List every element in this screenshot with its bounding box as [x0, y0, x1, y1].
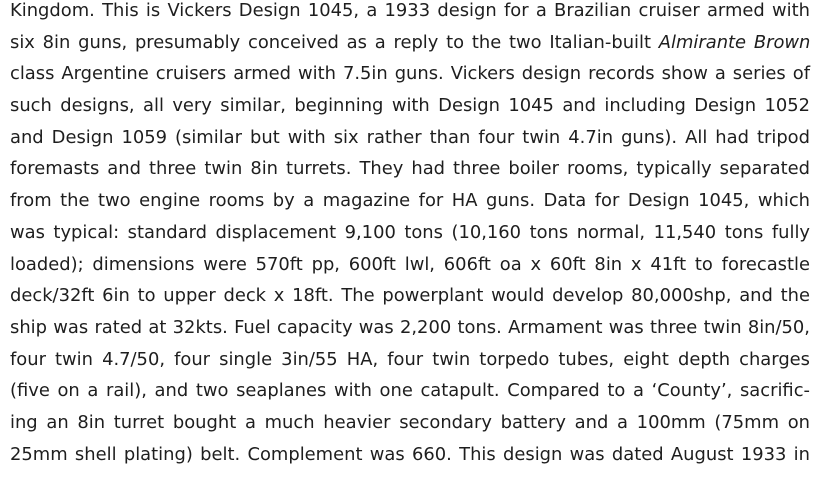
- text-line: [10, 90, 818, 122]
- text-run: ing an 8in turret bought a much heavier secondary battery and a 100mm (75mm on: [10, 411, 810, 433]
- italic-ship-name: Almirante Brown: [658, 31, 811, 53]
- text-run: such designs, all very similar, beginning with Design 1045 and including Design 1052: [10, 95, 810, 117]
- text-line: [10, 0, 818, 27]
- text-run: (five on a rail), and two seaplanes with one catapult. Compared to a ‘County’, sacrific-: [10, 380, 810, 402]
- text-line: [10, 280, 818, 312]
- text-line: [10, 344, 818, 376]
- text-run: was typical: standard displacement 9,100 tons (10,160 tons normal, 11,540 tons fully: [10, 221, 810, 243]
- text-line: [10, 249, 818, 281]
- text-line: [10, 58, 818, 90]
- text-run: class Argentine cruisers armed with 7.5in guns. Vickers design records show a series of: [10, 63, 810, 85]
- text-run: and Design 1059 (similar but with six rather than four twin 4.7in guns). All had tripod: [10, 126, 810, 148]
- text-run: foremasts and three twin 8in turrets. They had three boiler rooms, typically separated: [10, 158, 810, 180]
- text-line: [10, 122, 818, 154]
- text-line: [10, 185, 818, 217]
- text-run: four twin 4.7/50, four single 3in/55 HA, four twin torpedo tubes, eight depth charges: [10, 348, 810, 370]
- text-run: ship was rated at 32kts. Fuel capacity was 2,200 tons. Armament was three twin 8in/50,: [10, 316, 810, 338]
- text-run: six 8in guns, presumably conceived as a reply to the two Italian-built: [10, 31, 659, 53]
- body-text: [10, 0, 818, 470]
- text-line: [10, 217, 818, 249]
- text-run: Kingdom. This is Vickers Design 1045, a 1933 design for a Brazilian cruiser armed with: [10, 0, 810, 21]
- text-run: from the two engine rooms by a magazine for HA guns. Data for Design 1045, which: [10, 190, 810, 212]
- text-line: [10, 27, 818, 59]
- text-line: [10, 312, 818, 344]
- text-run: 25mm shell plating) belt. Complement was 660. This design was dated August 1933 in: [10, 443, 810, 465]
- text-line: [10, 439, 818, 471]
- text-line: [10, 153, 818, 185]
- text-run: loaded); dimensions were 570ft pp, 600ft lwl, 606ft oa x 60ft 8in x 41ft to forecastle: [10, 253, 810, 275]
- text-line: [10, 375, 818, 407]
- text-line: [10, 407, 818, 439]
- text-run: deck/32ft 6in to upper deck x 18ft. The powerplant would develop 80,000shp, and the: [10, 285, 810, 307]
